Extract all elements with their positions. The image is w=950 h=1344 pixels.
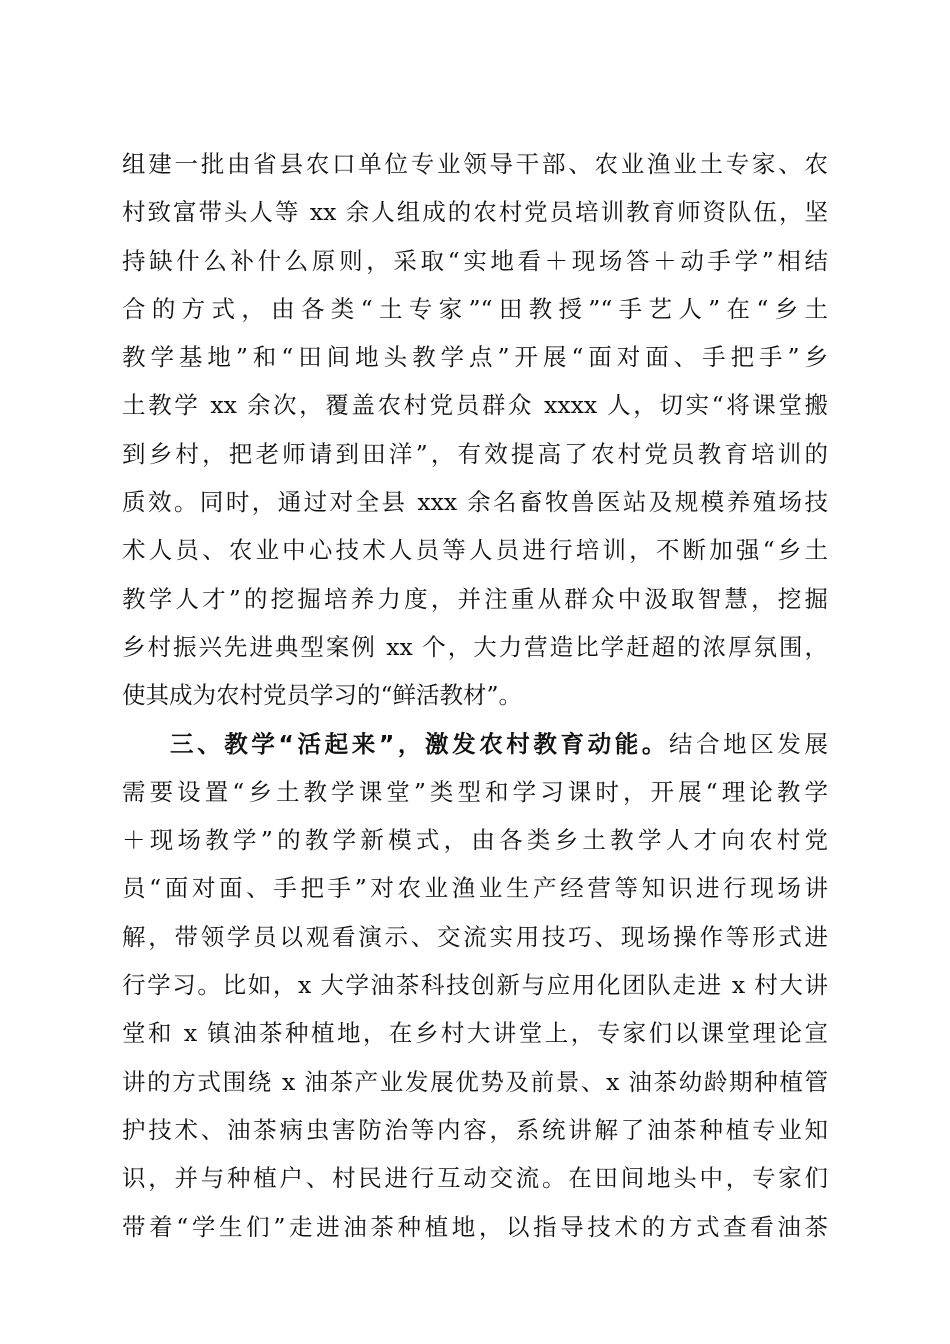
text-line: 解，带领学员以观看演示、交流实用技巧、现场操作等形式进 <box>122 922 828 951</box>
text-line: 乡村振兴先进典型案例 xx 个，大力营造比学赶超的浓厚氛围， <box>122 632 828 661</box>
text-line: 堂和 x 镇油茶种植地，在乡村大讲堂上，专家们以课堂理论宣 <box>122 1019 828 1048</box>
section-first-line <box>122 720 828 768</box>
text-line: 护技术、油茶病虫害防治等内容，系统讲解了油茶种植专业知 <box>122 1115 828 1144</box>
text-line: 需要设置“乡土教学课堂”类型和学习课时，开展“理论教学 <box>122 777 828 806</box>
text-line: 质效。同时，通过对全县 xxx 余名畜牧兽医站及规模养殖场技 <box>122 488 828 517</box>
text-line: 行学习。比如，x 大学油茶科技创新与应用化团队走进 x 村大讲 <box>122 971 828 1000</box>
document-body <box>122 140 828 1251</box>
text-line: 土教学 xx 余次，覆盖农村党员群众 xxxx 人，切实“将课堂搬 <box>122 391 828 420</box>
text-line: 员“面对面、手把手”对农业渔业生产经营等知识进行现场讲 <box>122 874 828 903</box>
text-line: 合的方式，由各类“土专家”“田教授”“手艺人”在“乡土 <box>122 294 828 323</box>
text-line: 使其成为农村党员学习的“鲜活教材”。 <box>122 681 523 710</box>
text-line: 识，并与种植户、村民进行互动交流。在田间地头中，专家们 <box>122 1164 828 1193</box>
text-line: 到乡村，把老师请到田洋”，有效提高了农村党员教育培训的 <box>122 439 828 468</box>
paragraph-1 <box>122 140 828 720</box>
text-line: 教学人才”的挖掘培养力度，并注重从群众中汲取智慧，挖掘 <box>122 584 828 613</box>
text-line: 讲的方式围绕 x 油茶产业发展优势及前景、x 油茶幼龄期种植管 <box>122 1067 828 1096</box>
text-line: 带着“学生们”走进油茶种植地，以指导技术的方式查看油茶 <box>122 1212 828 1241</box>
text-line: ＋现场教学”的教学新模式，由各类乡土教学人才向农村党 <box>122 826 828 855</box>
section-intro-text: 结合地区发展 <box>668 729 829 758</box>
text-line: 教学基地”和“田间地头教学点”开展“面对面、手把手”乡 <box>122 343 828 372</box>
section-heading: 三、教学“活起来”，激发农村教育动能。 <box>170 729 669 758</box>
text-line: 组建一批由省县农口单位专业领导干部、农业渔业土专家、农 <box>122 150 828 178</box>
paragraph-2 <box>122 720 828 1251</box>
text-line: 持缺什么补什么原则，采取“实地看＋现场答＋动手学”相结 <box>122 246 828 275</box>
text-line: 村致富带头人等 xx 余人组成的农村党员培训教育师资队伍，坚 <box>122 198 828 227</box>
text-line: 术人员、农业中心技术人员等人员进行培训，不断加强“乡土 <box>122 536 828 565</box>
